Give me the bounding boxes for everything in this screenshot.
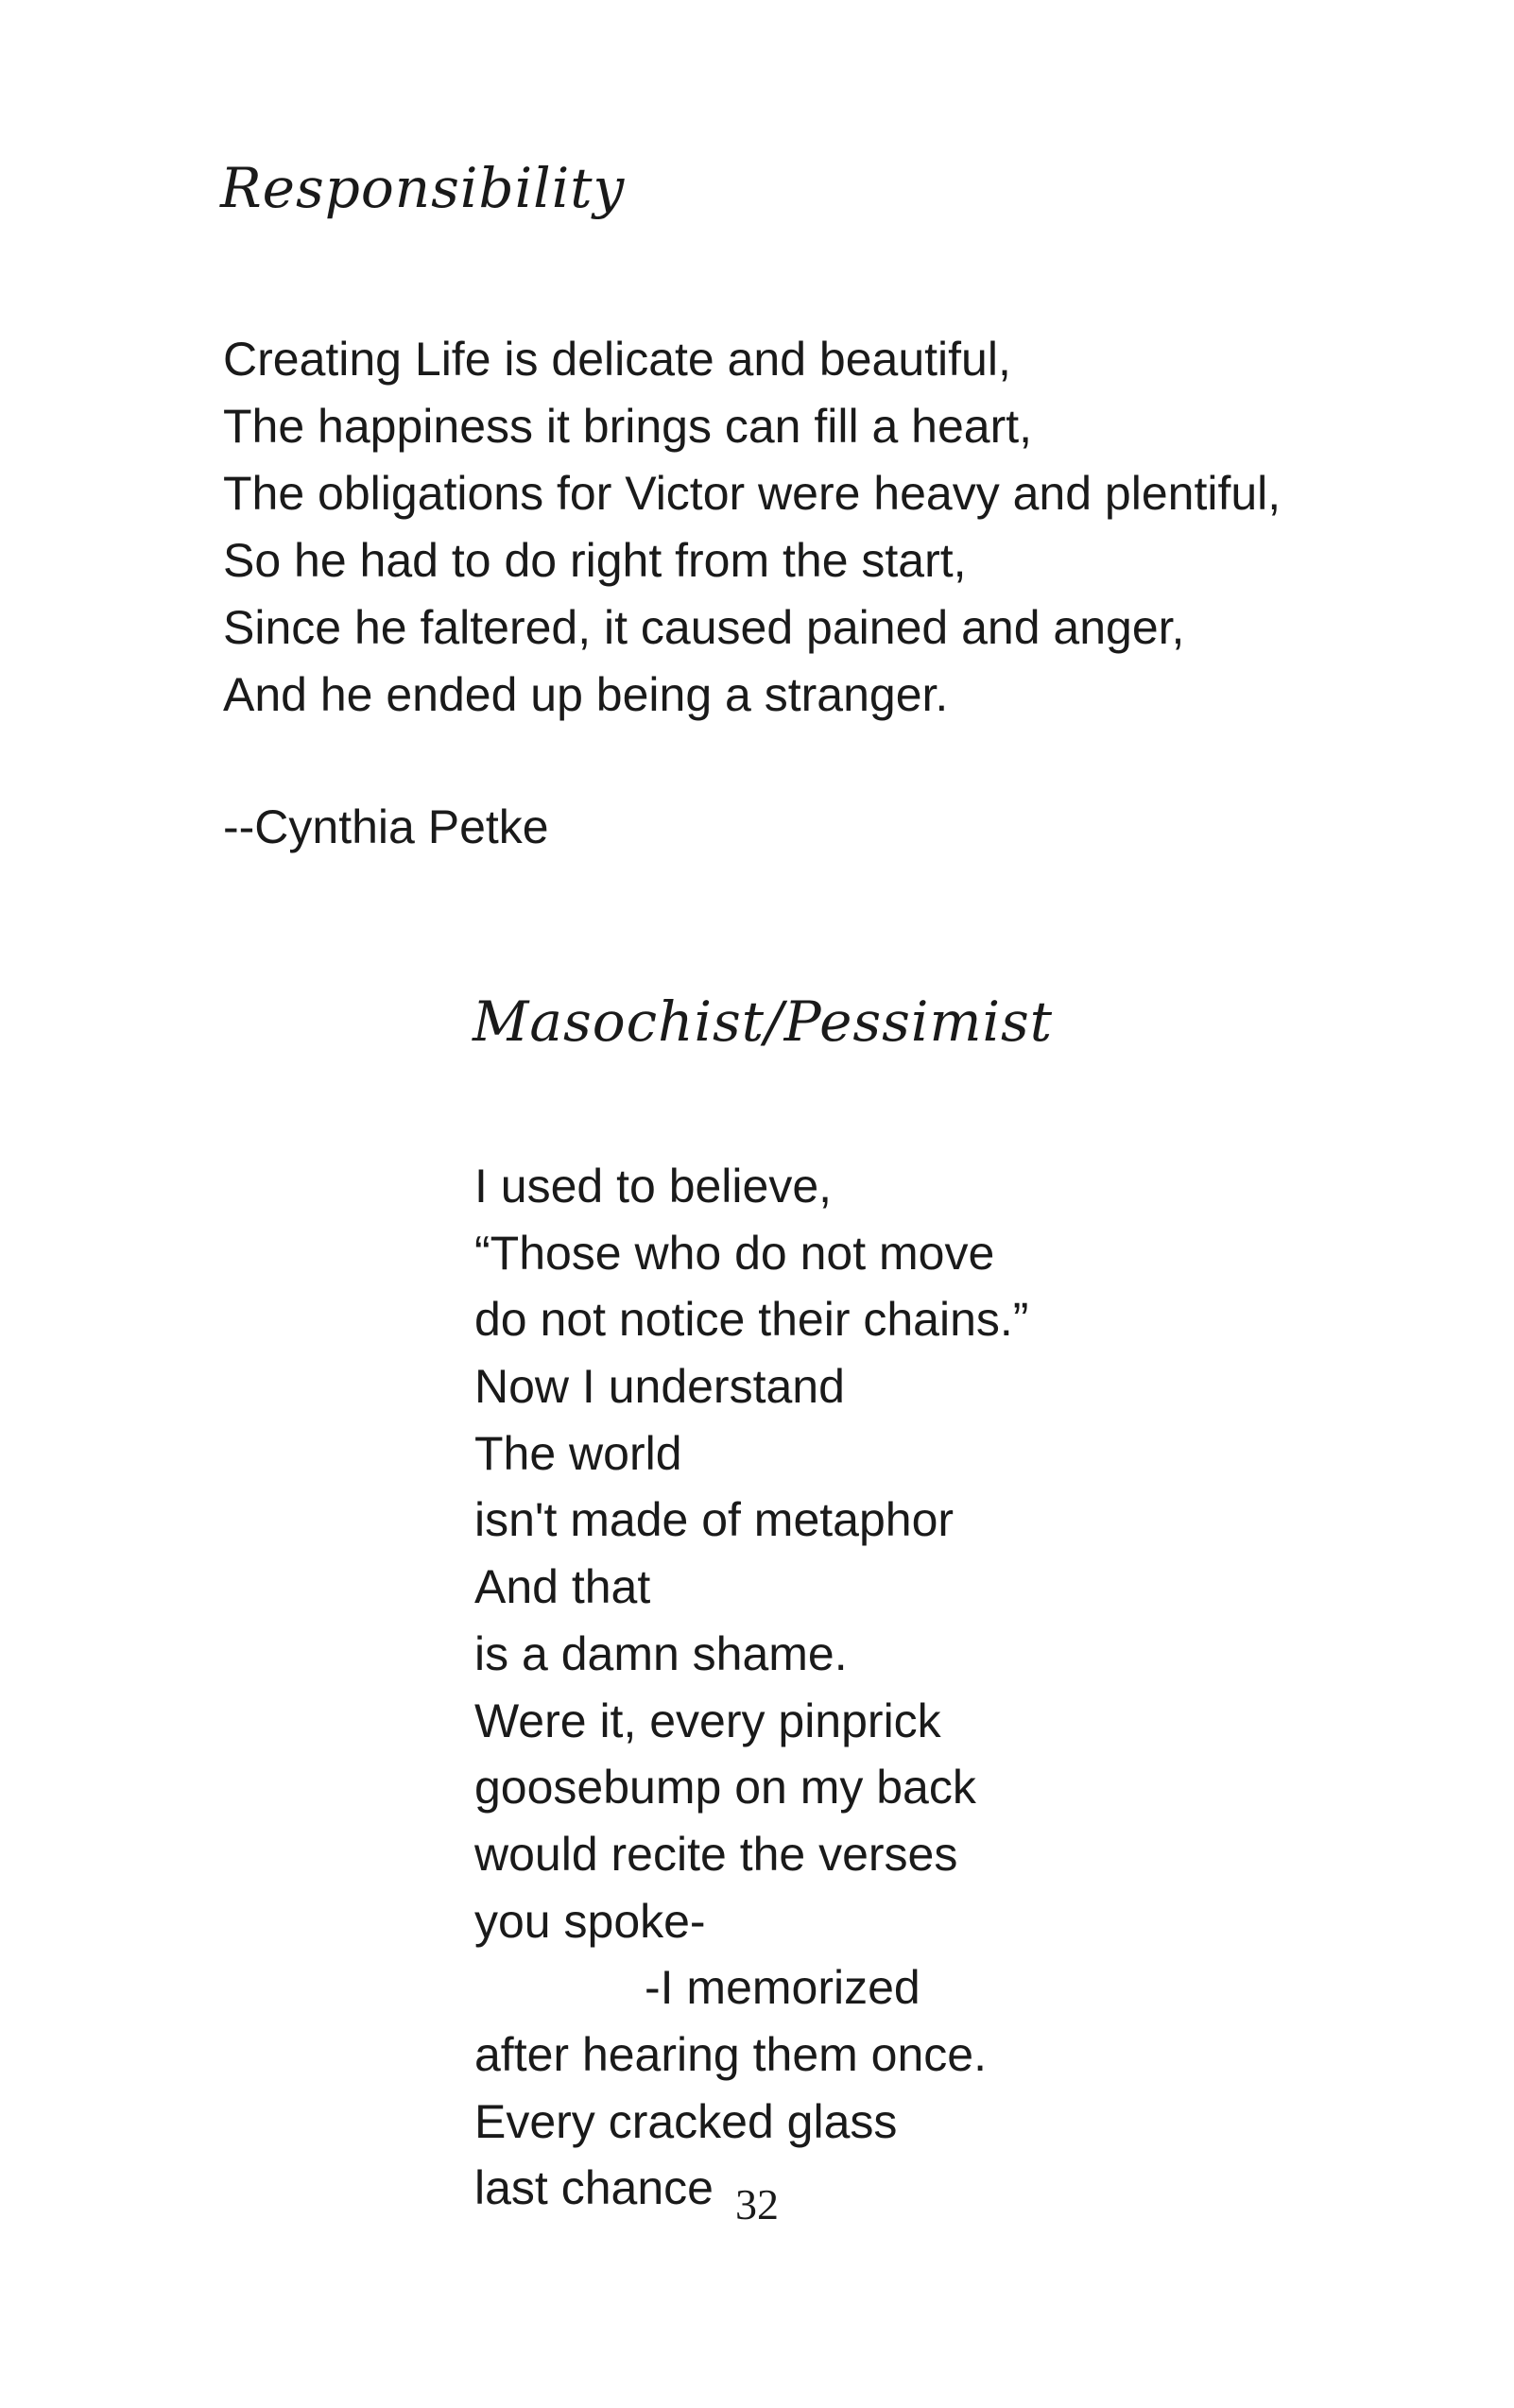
- poem-line: “Those who do not move: [474, 1226, 995, 1280]
- poem-line: last chance: [474, 2161, 714, 2215]
- poem-line: isn't made of metaphor: [474, 1493, 955, 1547]
- poem-line: The world: [474, 1426, 682, 1480]
- poem-line: you spoke-: [474, 1894, 706, 1948]
- poem-line: Creating Life is delicate and beautiful,: [223, 333, 1011, 386]
- poem-line: Since he faltered, it caused pained and anger,: [223, 601, 1185, 654]
- poem-line: And that: [474, 1560, 651, 1614]
- poem-line: do not notice their chains.”: [474, 1293, 1029, 1347]
- poem-line-indented: -I memorized: [645, 1961, 920, 2015]
- poem-title: Masochist/Pessimist: [473, 989, 1054, 1054]
- poem-line: And he ended up being a stranger.: [223, 668, 949, 721]
- poem-line: Now I understand: [474, 1360, 845, 1414]
- page-number: 32: [735, 2180, 779, 2228]
- poem-line: goosebump on my back: [474, 1761, 976, 1815]
- poem-line: The happiness it brings can fill a heart,: [223, 400, 1033, 453]
- poem-line: after hearing them once.: [474, 2027, 987, 2081]
- poem-line: Were it, every pinprick: [474, 1694, 941, 1747]
- poem-line: Every cracked glass: [474, 2094, 898, 2148]
- poem-stanza: [474, 1153, 1028, 2222]
- poem-line: So he had to do right from the start,: [223, 534, 967, 587]
- poem-stanza: [223, 326, 1281, 729]
- poem-line: The obligations for Victor were heavy and plentiful,: [223, 467, 1282, 520]
- poem-line: I used to believe,: [474, 1160, 833, 1213]
- poem-line: would recite the verses: [474, 1827, 958, 1881]
- poem-line: is a damn shame.: [474, 1626, 848, 1680]
- poem-author: --Cynthia Petke: [223, 800, 549, 853]
- poem-title: Responsibility: [220, 156, 626, 220]
